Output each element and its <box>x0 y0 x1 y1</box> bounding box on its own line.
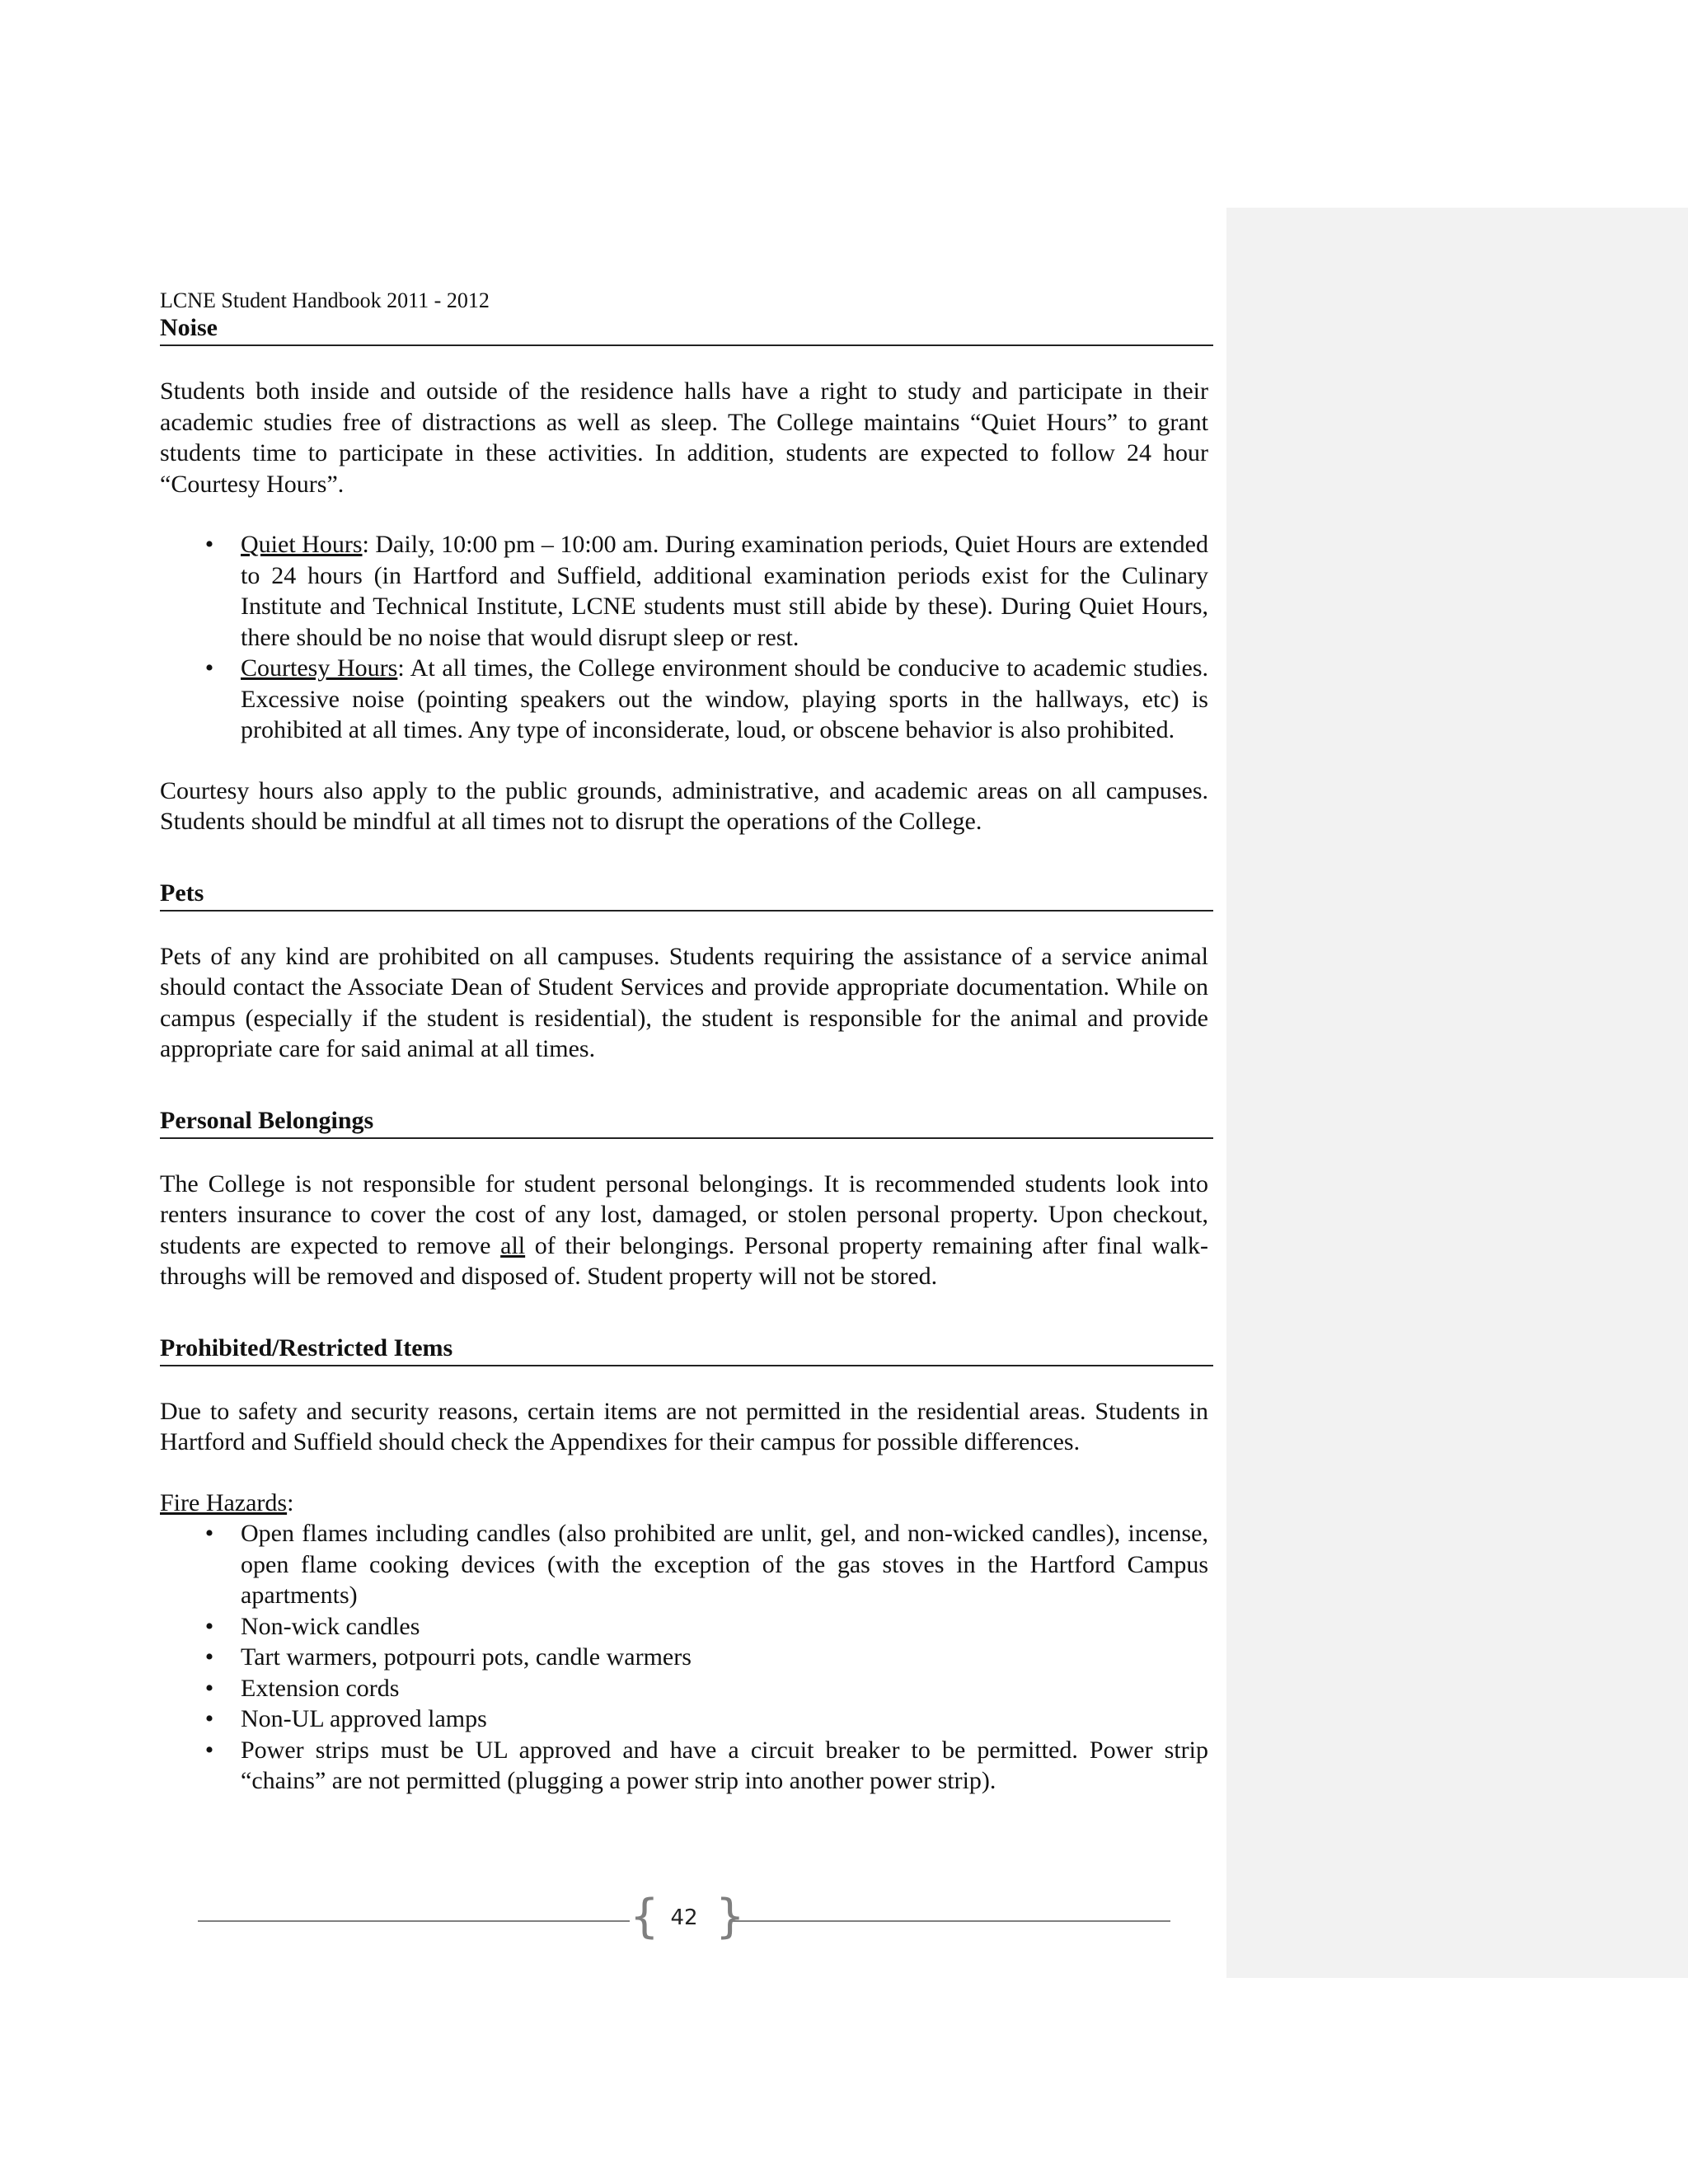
term-courtesy-hours: Courtesy Hours <box>241 654 398 682</box>
page-content <box>160 288 1208 1797</box>
pets-body: Pets of any kind are prohibited on all campuses. Students requiring the assistance of a service animal should contact the Associate Dean of Student Services and provide appropriate documentation. While on campus (especially if the student is residential), the student is responsible for the animal and provide appropriate care for said animal at all times. <box>160 942 1208 1062</box>
right-brace-icon: } <box>715 1890 745 1943</box>
list-item <box>160 1735 1208 1797</box>
bullet-icon: • <box>204 531 214 558</box>
page-number: 42 <box>670 1905 698 1930</box>
list-item <box>160 1611 1208 1643</box>
fire-hazards-colon: : <box>287 1488 294 1516</box>
bullet-icon: • <box>204 1520 214 1547</box>
bullet-icon: • <box>204 654 214 682</box>
bullet-icon: • <box>204 1705 214 1732</box>
left-brace-icon: { <box>630 1890 659 1943</box>
noise-intro: Students both inside and outside of the residence halls have a right to study and participate in their academic studies free of distractions as well as sleep. The College maintains “Quiet Hours” to grant students time to participate in these activities. In addition, students are expected to follow 24 hour “Courtesy Hours”. <box>160 377 1208 498</box>
bullet-icon: • <box>204 1674 214 1702</box>
prohibited-items-intro: Due to safety and security reasons, certain items are not permitted in the residential areas. Students in Hartford and Suffield should check the Appendixes for their campus for possible differences. <box>160 1397 1208 1455</box>
list-item <box>160 1518 1208 1611</box>
quiet-hours-text: : Daily, 10:00 pm – 10:00 am. During examination periods, Quiet Hours are extended to 24 hours (in Hartford and Suffield, additional examination periods exist for the Culinary Institute and Technical Institute, LCNE students must still abide by these). During Quiet Hours, there should be no noise that would disrupt sleep or rest. <box>241 531 1209 651</box>
noise-bullet-list <box>160 529 1208 746</box>
bullet-icon: • <box>204 1643 214 1671</box>
page-footer <box>198 1890 1170 1947</box>
fire-hazards-subheading <box>160 1488 1208 1519</box>
list-item-text: Non-wick candles <box>241 1612 420 1640</box>
list-item <box>160 653 1208 746</box>
list-item-text: Open flames including candles (also prohibited are unlit, gel, and non-wicked candles), incense, open flame cooking devices (with the exception of the gas stoves in the Hartford Campus apartments) <box>241 1520 1208 1609</box>
term-quiet-hours: Quiet Hours <box>241 531 363 558</box>
belongings-text-before: The College is not responsible for student personal belongings. It is recommended students look into renters insurance to cover the cost of any lost, damaged, or stolen personal property. Upon checkout, students are expected to remove <box>160 1169 1208 1259</box>
list-item-text: Power strips must be UL approved and have a circuit breaker to be permitted. Power strip “chains” are not permitted (plugging a power strip into another power strip). <box>241 1736 1208 1794</box>
running-head: LCNE Student Handbook 2011 - 2012 <box>160 288 490 312</box>
section-heading-noise: Noise <box>160 313 1213 346</box>
list-item <box>160 529 1208 653</box>
fire-hazards-list <box>160 1518 1208 1797</box>
list-item <box>160 1642 1208 1673</box>
personal-belongings-body <box>160 1169 1208 1292</box>
footer-rule-right <box>732 1920 1170 1922</box>
list-item-text: Extension cords <box>241 1674 400 1702</box>
footer-rule-left <box>198 1920 630 1922</box>
list-item <box>160 1673 1208 1704</box>
noise-closing: Courtesy hours also apply to the public grounds, administrative, and academic areas on all campuses. Students should be mindful at all times not to disrupt the operations of the College. <box>160 776 1208 835</box>
section-heading-prohibited-items: Prohibited/Restricted Items <box>160 1333 1213 1366</box>
comment-margin-pane <box>1226 208 1688 1978</box>
fire-hazards-label: Fire Hazards <box>160 1488 288 1516</box>
list-item-text: Tart warmers, potpourri pots, candle warmers <box>241 1643 692 1671</box>
section-heading-pets: Pets <box>160 879 1213 912</box>
list-item <box>160 1704 1208 1735</box>
bullet-icon: • <box>204 1612 214 1640</box>
courtesy-hours-text: : At all times, the College environment should be conducive to academic studies. Excessive noise (pointing speakers out the window, playing sports in the hallways, etc) is prohibited at all times. Any type of inconsiderate, loud, or obscene behavior is also prohibited. <box>241 654 1209 743</box>
bullet-icon: • <box>204 1736 214 1764</box>
list-item-text: Non-UL approved lamps <box>241 1705 487 1732</box>
section-heading-personal-belongings: Personal Belongings <box>160 1106 1213 1139</box>
belongings-text-after: of their belongings. Personal property remaining after final walk-throughs will be removed and disposed of. Student property will not be stored. <box>160 1231 1208 1290</box>
belongings-emphasis: all <box>500 1231 526 1259</box>
